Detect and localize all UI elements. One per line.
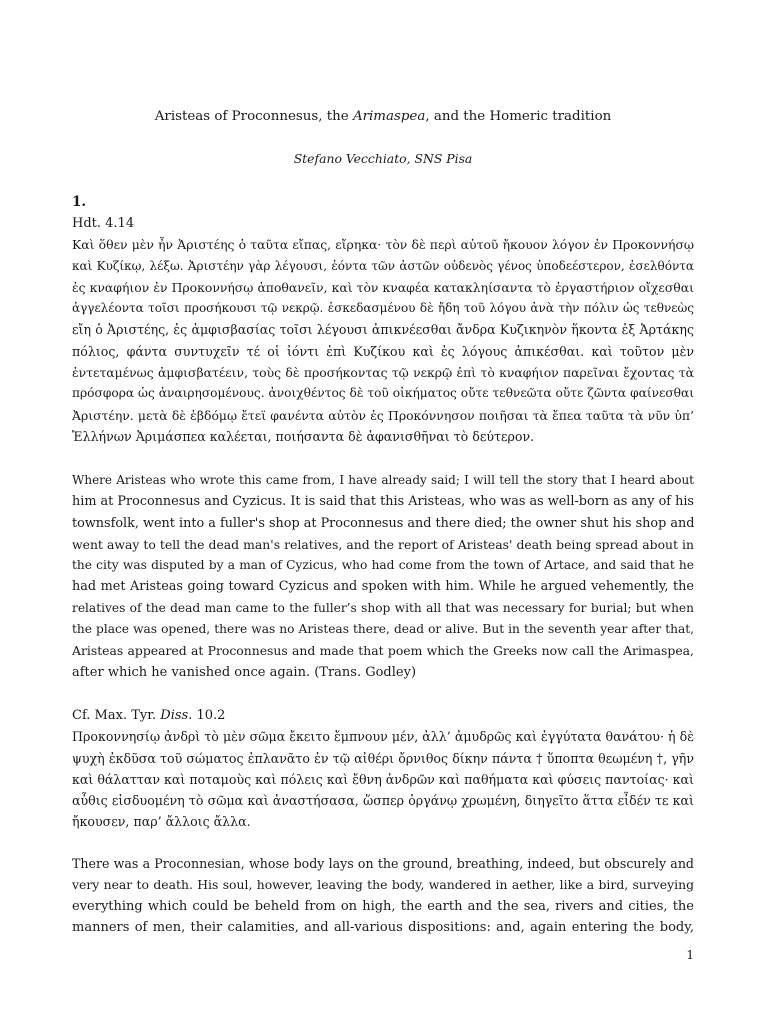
greek-line: εἴη ὁ Ἀριστέης, ἐς ἀμφισβασίας τοῖσι λέγουσι ἀπικνέεσθαι ἄνδρα Κυζικηνὸν ἥκοντα ἐξ Ἀρτάκης	[72, 322, 694, 338]
reference-italic: Diss.	[160, 708, 193, 723]
title-part-2: , and the Homeric tradition	[425, 109, 612, 124]
greek-line: ἤκουσεν, παρ’ ἄλλοις ἄλλα.	[72, 814, 251, 830]
translation-line: very near to death. His soul, however, leaving the body, wandered in aether, like a bird, surveying	[72, 877, 694, 893]
greek-line: πρόσφορα ὡς ἀναιρησομένους. ἀνοιχθέντος δὲ τοῦ οἰκήματος οὔτε τεθνεῶτα οὔτε ζῶντα φαίνεσθαι	[72, 386, 694, 401]
passage-1-greek	[72, 213, 694, 447]
translation-line: Where Aristeas who wrote this came from, I have already said; I will tell the story that I heard about	[72, 473, 694, 487]
greek-line: Προκοννησίῳ ἀνδρὶ τὸ μὲν σῶμα ἔκειτο ἔμπνουν μέν, ἀλλ’ ἀμυδρῶς καὶ ἐγγύτατα θανάτου· ἡ δὲ	[72, 729, 694, 745]
translation-line: after which he vanished once again. (Trans. Godley)	[72, 664, 417, 680]
title-italic-work: Arimaspea	[352, 109, 426, 124]
passage-1-translation	[72, 470, 694, 683]
section-number: 1.	[72, 194, 87, 210]
greek-line: ἐντεταμένως ἀμφισβατέειν, τοὺς δὲ προσήκοντας τῷ νεκρῷ ἐπὶ τὸ κναφήιον παρεῖναι ἔχοντας τὰ	[72, 365, 694, 381]
document-page	[72, 0, 694, 1024]
greek-line: ψυχὴ ἐκδῦσα τοῦ σώματος ἐπλανᾶτο ἐν τῷ αἰθέρι ὄρνιθος δίκην πάντα † ὕποπτα θεωμένη †, γῆν	[72, 750, 694, 766]
translation-line: Aristeas appeared at Proconnesus and made that poem which the Greeks now call the Arimaspea,	[72, 643, 694, 659]
greek-line: πόλιος, φάντα συντυχεῖν τέ οἱ ἰόντι ἐπὶ Κυζίκου καὶ ἐς λόγους ἀπικέσθαι. καὶ τοῦτον μὲν	[72, 343, 694, 359]
passage-1-reference: Hdt. 4.14	[72, 216, 135, 231]
reference-prefix: Cf. Max. Tyr.	[72, 708, 161, 723]
greek-line: ἐς κναφήιον ἐν Προκοννήσῳ ἀποθανεῖν, καὶ τὸν κναφέα κατακληίσαντα τὸ ἐργαστήριον οἴχεσθαι	[72, 279, 694, 295]
translation-line: the place was opened, there was no Aristeas there, dead or alive. But in the seventh year after that,	[72, 622, 694, 637]
greek-line: Ἑλλήνων Ἀριμάσπεα καλέεται, ποιήσαντα δὲ ἀφανισθῆναι τὸ δεύτερον.	[72, 428, 535, 444]
author-line: Stefano Vecchiato, SNS Pisa	[293, 151, 473, 166]
greek-line: Ἀριστέην. μετὰ δὲ ἑβδόμῳ ἔτεϊ φανέντα αὐτὸν ἐς Προκόννησον ποιῆσαι τὰ ἔπεα ταῦτα τὰ νῦν ὑπ’	[72, 407, 694, 423]
greek-line: Καὶ ὅθεν μὲν ἦν Ἀριστέης ὁ ταῦτα εἴπας, εἴρηκα· τὸν δὲ περὶ αὐτοῦ ἤκουον λόγον ἐν Προκοννήσῳ	[72, 237, 694, 253]
translation-line: had met Aristeas going toward Cyzicus and spoken with him. While he argued vehemently, the	[72, 579, 694, 595]
translation-line: manners of men, their calamities, and all-various dispositions: and, again entering the body,	[72, 919, 694, 935]
translation-line: relatives of the dead man came to the fuller’s shop with all that was necessary for burial; but when	[72, 600, 694, 615]
translation-line: everything which could be beheld from on high, the earth and the sea, rivers and cities, the	[72, 898, 694, 914]
passage-2-greek	[72, 705, 694, 833]
passage-2-translation	[72, 853, 694, 938]
title-part-1: Aristeas of Proconnesus, the	[154, 109, 353, 124]
translation-line: him at Proconnesus and Cyzicus. It is said that this Aristeas, who was as well-born as any of his	[72, 494, 694, 510]
greek-line: καὶ Κυζίκῳ, λέξω. Ἀριστέην γὰρ λέγουσι, ἐόντα τῶν ἀστῶν οὐδενὸς γένος ὑποδεέστερον, ἐσελθόντα	[72, 258, 694, 273]
passage-2-reference	[72, 705, 694, 726]
page-number: 1	[686, 948, 694, 962]
greek-line: καὶ θάλατταν καὶ ποταμοὺς καὶ πόλεις καὶ ἔθνη ἀνδρῶν καὶ παθήματα καὶ φύσεις παντοίας· καὶ	[72, 771, 694, 787]
translation-line: townsfolk, went into a fuller's shop at Proconnesus and there died; the owner shut his shop and	[72, 515, 695, 531]
paper-title	[72, 108, 694, 126]
translation-line: went away to tell the dead man's relatives, and the report of Aristeas' death being spread about in	[72, 536, 694, 552]
translation-line: the city was disputed by a man of Cyzicus, who had come from the town of Artace, and said that he	[72, 558, 694, 573]
reference-suffix: 10.2	[192, 708, 226, 723]
greek-line: αὖθις εἰσδυομένη τὸ σῶμα καὶ ἀναστήσασα, ὥσπερ ὀργάνῳ χρωμένη, διηγεῖτο ἅττα εἶδέν τε καὶ	[72, 793, 694, 809]
translation-line: There was a Proconnesian, whose body lays on the ground, breathing, indeed, but obscurely and	[72, 856, 694, 871]
greek-line: ἀγγελέοντα τοῖσι προσήκουσι τῷ νεκρῷ. ἐσκεδασμένου δὲ ἤδη τοῦ λόγου ἀνὰ τὴν πόλιν ὡς τεθνεὼς	[72, 301, 694, 316]
